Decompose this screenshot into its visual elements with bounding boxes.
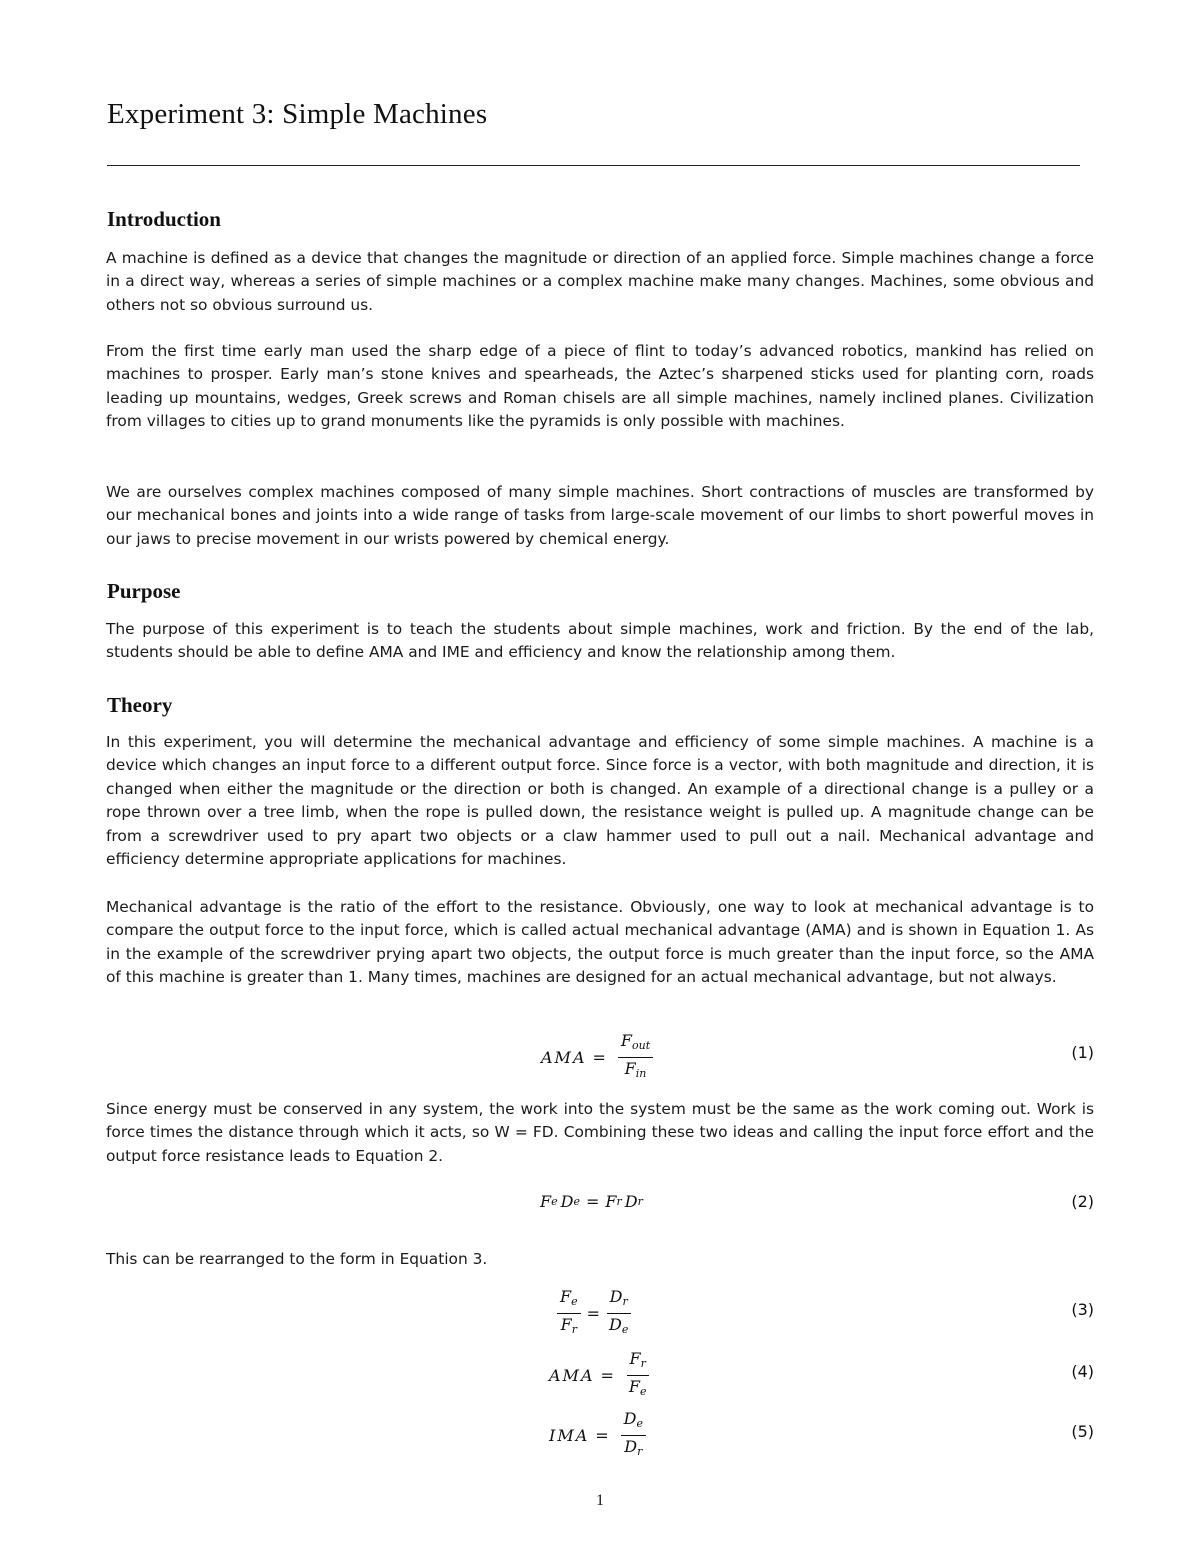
- equation-3-left-numerator: F: [560, 1287, 572, 1306]
- equation-3-left-denominator: F: [560, 1315, 572, 1334]
- equation-5-numerator: D: [623, 1409, 637, 1428]
- equation-3-right-numerator-sub: r: [622, 1295, 628, 1308]
- equation-4: AMA = $\frac{F_r}{F_e}$ (4): [549, 1349, 1094, 1398]
- theory-paragraph-2: Mechanical advantage is the ratio of the effort to the resistance. Obviously, one way to look at mechanical advantage is to compare the output force to the input force, which is called actual mechanical advantage (AMA) and is shown in Equation 1. As in the example of the screwdriver prying apart two objects, the output force is much greater than the input force, so the AMA of this machine is greater than 1. Many times, machines are designed for an actual mechanical advantage, but not always.: [106, 898, 1094, 987]
- equation-5-numerator-sub: e: [636, 1417, 644, 1430]
- equation-4-numerator-sub: r: [640, 1357, 646, 1370]
- page-number: 1: [596, 1492, 604, 1509]
- purpose-heading: Purpose: [107, 579, 181, 603]
- equation-3-left-denominator-sub: r: [571, 1323, 577, 1336]
- equation-3-left-numerator-sub: e: [571, 1295, 578, 1308]
- equation-2-resistance-force: F: [605, 1192, 617, 1211]
- page-title: Experiment 3: Simple Machines: [107, 98, 488, 130]
- equation-4-lhs: AMA: [549, 1366, 595, 1385]
- equation-3-right-denominator: D: [609, 1315, 622, 1334]
- theory-paragraph-4: This can be rearranged to the form in Equation 3.: [106, 1250, 488, 1268]
- equation-1-numerator-sub: out: [632, 1039, 651, 1052]
- equation-3-number: (3): [1071, 1300, 1094, 1319]
- equation-2-resistance-force-sub: r: [616, 1195, 622, 1208]
- title-divider: [107, 165, 1080, 166]
- equation-1-denominator-sub: in: [635, 1067, 647, 1080]
- equation-2-resistance-distance-sub: r: [637, 1195, 643, 1208]
- theory-paragraph-1: In this experiment, you will determine the mechanical advantage and efficiency of some simple machines. A machine is a device which changes an input force to a different output force. Since force is a vector, with both magnitude and direction, it is changed when either the magnitude or the direction or both is changed. An example of a directional change is a pulley or a rope thrown over a tree limb, when the rope is pulled down, the resistance weight is pulled up. A magnitude change can be from a screwdriver used to pry apart two objects or a claw hammer used to pull out a nail. Mechanical advantage and efficiency determine appropriate applications for machines.: [106, 733, 1094, 869]
- equation-4-denominator: F: [628, 1377, 641, 1396]
- theory-heading: Theory: [107, 693, 173, 717]
- introduction-heading: Introduction: [107, 207, 221, 231]
- equation-3-right-numerator: D: [609, 1287, 623, 1306]
- introduction-paragraph-3: We are ourselves complex machines composed of many simple machines. Short contractions of muscles are transformed by our mechanical bones and joints into a wide range of tasks from large-scale movement of our limbs to short powerful moves in our jaws to precise movement in our wrists powered by chemical energy.: [106, 483, 1094, 548]
- purpose-paragraph: The purpose of this experiment is to teach the students about simple machines, work and friction. By the end of the lab, students should be able to define AMA and IME and efficiency and know the relationship among them.: [106, 620, 1094, 662]
- equation-3-right-denominator-sub: e: [621, 1323, 629, 1336]
- equation-5-denominator-sub: r: [637, 1445, 643, 1458]
- equation-1-denominator: F: [624, 1059, 636, 1078]
- equation-1: AMA = $\frac{F_{out}}{F_{in}}$ (1): [541, 1031, 1094, 1080]
- equation-5-denominator: D: [624, 1437, 638, 1456]
- equation-5-number: (5): [1071, 1422, 1094, 1441]
- introduction-paragraph-1: A machine is defined as a device that changes the magnitude or direction of an applied force. Simple machines change a force in a direct way, whereas a series of simple machines or a complex machine make many changes. Machines, some obvious and others not so obvious surround us.: [106, 249, 1094, 314]
- equation-1-lhs: AMA: [541, 1048, 587, 1067]
- equation-4-numerator: F: [629, 1349, 641, 1368]
- equation-2: F e D e = F r D r (2): [540, 1192, 1094, 1211]
- equation-2-resistance-distance: D: [624, 1192, 638, 1211]
- equation-4-denominator-sub: e: [640, 1385, 647, 1398]
- equation-5-lhs: IMA: [549, 1426, 590, 1445]
- equation-1-numerator: F: [620, 1031, 633, 1050]
- equation-3: $\frac{F_e}{F_r}$ = $\frac{D_r}{D_e}$ (3): [0, 1288, 1200, 1338]
- equation-2-effort-distance-sub: e: [573, 1195, 580, 1208]
- equation-2-effort-force: F: [540, 1192, 552, 1211]
- equation-2-effort-force-sub: e: [551, 1195, 558, 1208]
- theory-paragraph-3: Since energy must be conserved in any system, the work into the system must be the same as the work coming out. Work is force times the distance through which it acts, so W = FD. Combining these two ideas and calling the input force effort and the output force resistance leads to Equation 2.: [106, 1100, 1094, 1165]
- equation-4-number: (4): [1071, 1362, 1094, 1381]
- equation-1-number: (1): [1071, 1043, 1094, 1062]
- equation-2-number: (2): [1071, 1192, 1094, 1211]
- introduction-paragraph-2: From the first time early man used the sharp edge of a piece of flint to today’s advanced robotics, mankind has relied on machines to prosper. Early man’s stone knives and spearheads, the Aztec’s sharpened sticks used for planting corn, roads leading up mountains, wedges, Greek screws and Roman chisels are all simple machines, namely inclined planes. Civilization from villages to cities up to grand monuments like the pyramids is only possible with machines.: [106, 342, 1094, 431]
- equation-5: IMA = $\frac{D_e}{D_r}$ (5): [549, 1409, 1094, 1458]
- equation-2-effort-distance: D: [560, 1192, 574, 1211]
